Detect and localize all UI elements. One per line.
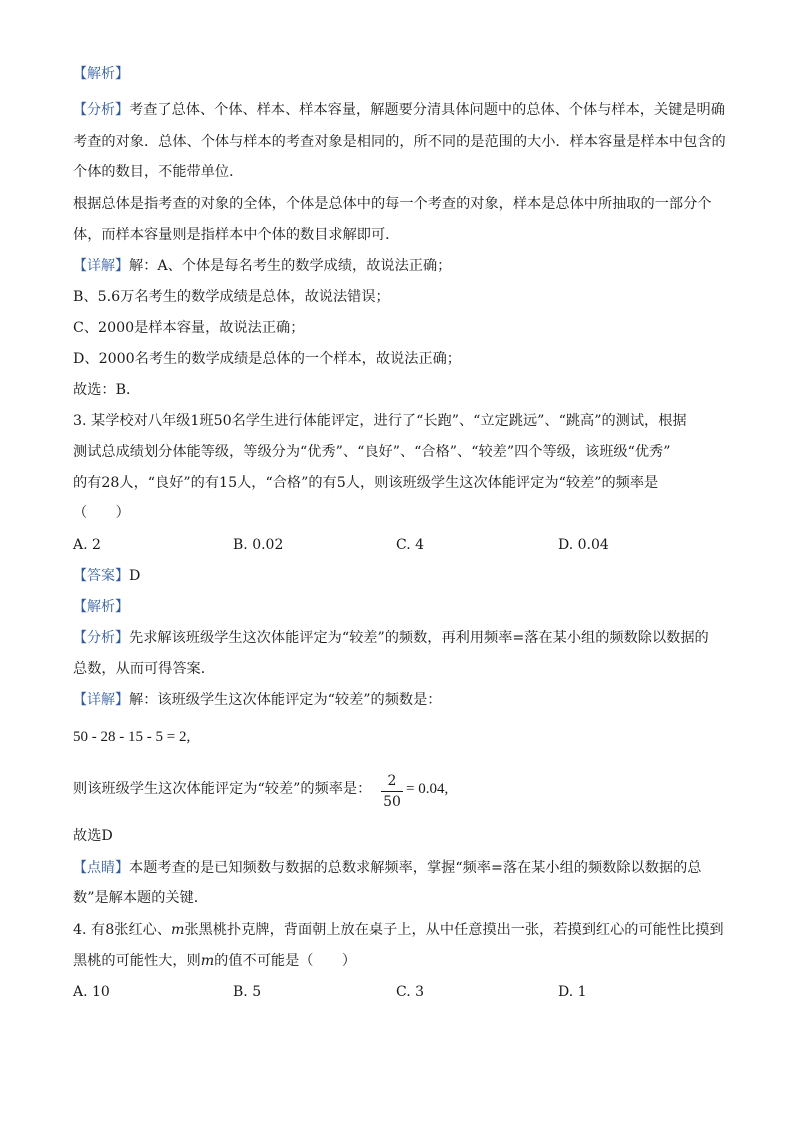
detail-tag: 【详解】 <box>73 258 129 274</box>
fraction <box>381 772 403 811</box>
option-d-explanation: D、2000名考生的数学成绩是总体的一个样本，故说法正确； <box>73 351 461 367</box>
q3-option-a: A. 2 <box>73 537 101 553</box>
analysis-heading: 【解析】 <box>73 599 129 615</box>
analysis-paragraph-line: 【分析】先求解该班级学生这次体能评定为“较差”的频数，再利用频率=落在某小组的频数除以数据的 <box>73 630 709 646</box>
note-line: 【点睛】本题考查的是已知频数与数据的总数求解频率，掌握“频率=落在某小组的频数除以数据的总 <box>73 860 702 876</box>
option-c-explanation: C、2000是样本容量，故说法正确； <box>73 320 305 336</box>
analysis-tag: 【分析】 <box>73 630 129 646</box>
detail-line: 【详解】解：A、个体是每名考生的数学成绩，故说法正确； <box>73 258 452 274</box>
q4-option-b: B. 5 <box>233 984 262 1000</box>
answer-line <box>73 566 140 586</box>
choice-result: 故选：B． <box>73 382 141 398</box>
variable-m: m <box>200 953 215 969</box>
fraction-numerator: 2 <box>387 773 397 789</box>
q4-option-a: A. 10 <box>73 984 110 1000</box>
q3-option-b: B. 0.02 <box>233 537 284 553</box>
q4-option-c: C. 3 <box>396 984 425 1000</box>
variable-m: m <box>171 922 185 938</box>
analysis-paragraph-line: 总数，从而可得答案． <box>73 661 215 677</box>
note-tag: 【点睛】 <box>73 860 129 876</box>
solution-paragraph-line: 体，而样本容量则是指样本中个体的数目求解即可． <box>73 227 400 243</box>
question-3-line: 3. 某学校对八年级1班50名学生进行体能评定，进行了“长跑”、“立定跳远”、“跳高”的测试，根据 <box>73 413 687 429</box>
note-line: 数”是解本题的关键． <box>73 890 208 906</box>
analysis-tag: 【分析】 <box>73 102 129 118</box>
solution-paragraph-line: 根据总体是指考查的对象的全体，个体是总体中的每一个考查的对象，样本是总体中所抽取的一部分个 <box>73 196 712 212</box>
frequency-result: = 0.04, <box>406 781 449 797</box>
frequency-text: 则该班级学生这次体能评定为“较差”的频率是： <box>73 781 372 797</box>
question-4-line: 4. 有8张红心、m张黑桃扑克牌，背面朝上放在桌子上，从中任意摸出一张，若摸到红心的可能性比摸到 <box>73 922 724 938</box>
analysis-heading: 【解析】 <box>73 66 129 82</box>
fraction-bar <box>381 791 403 792</box>
analysis-paragraph-line: 个体的数目，不能带单位． <box>73 164 244 180</box>
answer-value: D <box>129 568 141 584</box>
question-3-line: 的有28人，“良好”的有15人，“合格”的有5人，则该班级学生这次体能评定为“较差”的频率是 <box>73 475 659 491</box>
analysis-paragraph-line: 考查的对象．总体、个体与样本的考查对象是相同的，所不同的是范围的大小．样本容量是样本中包含的 <box>73 134 726 150</box>
fraction-denominator: 50 <box>383 794 401 810</box>
question-3-line: 测试总成绩划分体能等级，等级分为“优秀”、“良好”、“合格”、“较差”四个等级，该班级“优秀” <box>73 444 671 460</box>
option-b-explanation: B、5.6万名考生的数学成绩是总体，故说法错误； <box>73 289 390 305</box>
q4-option-d: D. 1 <box>558 984 587 1000</box>
calculation-line: 50 - 28 - 15 - 5 = 2, <box>73 729 191 745</box>
q3-option-d: D. 0.04 <box>558 537 609 553</box>
answer-tag: 【答案】 <box>73 568 129 584</box>
question-3-blank: （ ） <box>73 505 130 521</box>
detail-tag: 【详解】 <box>73 692 129 708</box>
analysis-paragraph-line: 【分析】考查了总体、个体、样本、样本容量，解题要分清具体问题中的总体、个体与样本，关键是明确 <box>73 102 725 118</box>
choice-result: 故选D <box>73 828 113 844</box>
q3-option-c: C. 4 <box>396 537 425 553</box>
detail-line: 【详解】解：该班级学生这次体能评定为“较差”的频数是： <box>73 692 442 708</box>
question-4-line: 黑桃的可能性大，则m的值不可能是（ ） <box>73 953 357 969</box>
